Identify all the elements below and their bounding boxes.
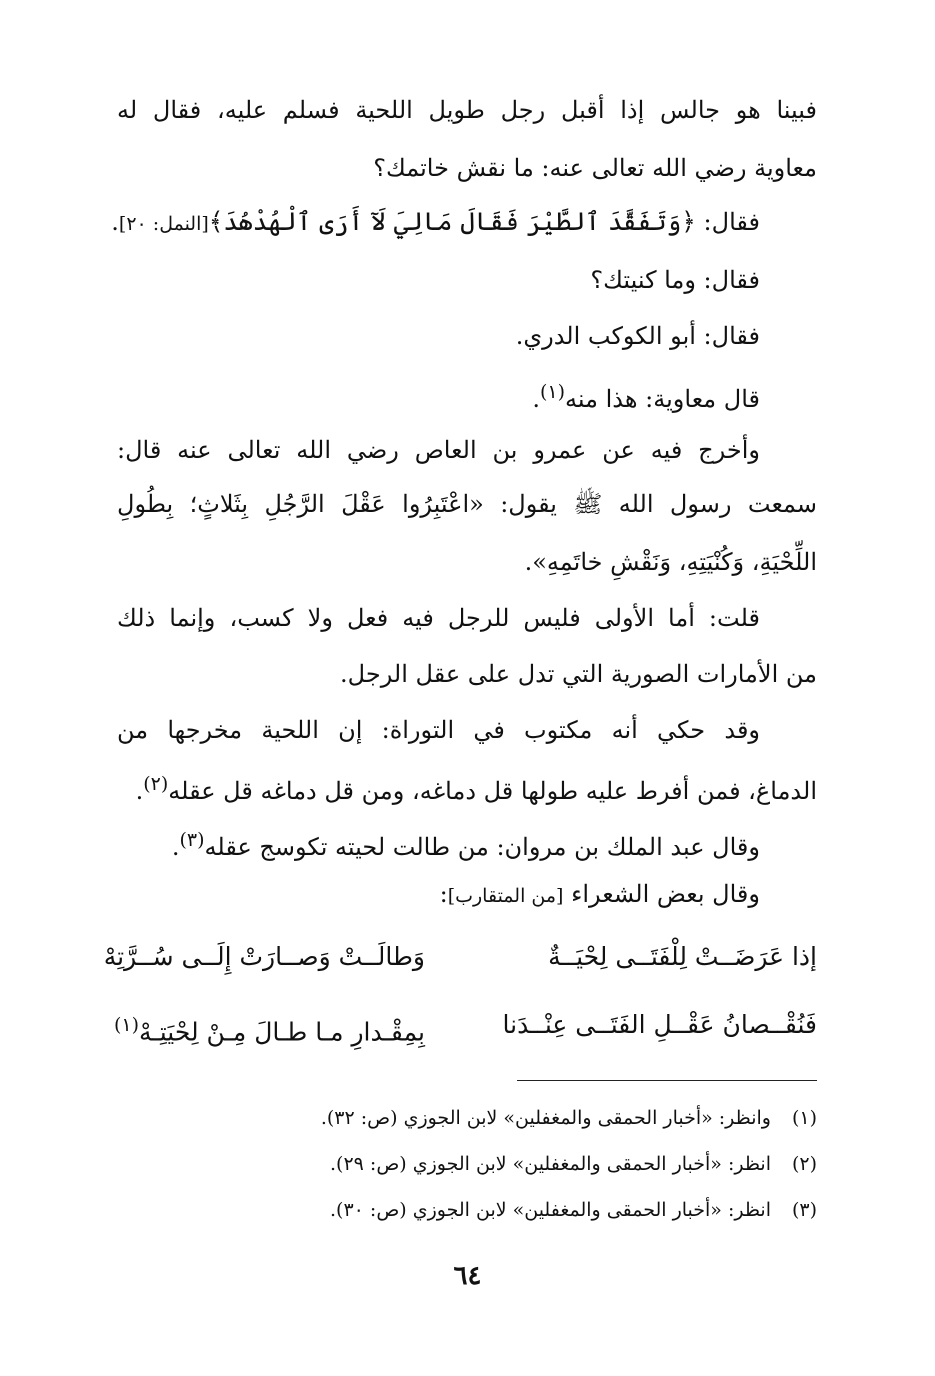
footnote-3-number: (٣)	[791, 1199, 817, 1221]
footnote-separator	[517, 1080, 817, 1081]
text-line-14-body: وقال عبد الملك بن مروان: من طالت لحيته تكوسج عقله	[204, 833, 760, 861]
speaker-label: فقال:	[695, 208, 760, 236]
text-line-13	[117, 762, 817, 813]
text-line-2: معاوية رضي الله تعالى عنه: ما نقش خاتمك؟	[373, 154, 817, 182]
end-mark: .	[135, 777, 144, 805]
footnote-1	[117, 1100, 817, 1136]
footnote-1-text: وانظر: «أخبار الحمقى والمغفلين» لابن الجوزي (ص: ٣٢).	[320, 1107, 771, 1129]
text-line-15	[117, 872, 760, 918]
footnote-1-number: (١)	[791, 1107, 817, 1129]
text-line-1: فبينا هو جالس إذا أقبل رجل طويل اللحية فسلم عليه، فقال له	[117, 96, 817, 124]
quran-verse: ﴿وَتَفَقَّدَ ٱلطَّيْرَ فَقَالَ مَالِيَ لَآ أَرَى ٱلْهُدْهُدَ﴾	[208, 207, 696, 236]
poem-verse-2-first-hemistich: فَنُقْــصانُ عَقْــلِ الفَتَــى عِنْــدَنا	[502, 1010, 817, 1039]
poem-verse-2-second-hemistich	[115, 1000, 425, 1057]
page-number: ٦٤	[453, 1261, 482, 1291]
footnote-2-text: انظر: «أخبار الحمقى والمغفلين» لابن الجوزي (ص: ٢٩).	[330, 1153, 771, 1175]
end-mark: .	[532, 385, 540, 413]
poem-verse-1-first-hemistich: إذا عَرَضَــتْ لِلْفَتَــى لِحْيَــةٌ	[548, 942, 817, 971]
text-line-9: اللِّحْيَةِ، وَكُنْيَتِهِ، وَنَقْشِ خاتَمِهِ».	[524, 548, 817, 576]
footnote-ref-2: (٢)	[143, 773, 169, 795]
poem-verse-2-second-text: بِمِقْـدارِ مـا طـالَ مِـنْ لِحْيَتِـهْ	[139, 1017, 425, 1047]
text-line-12: وقد حكي أنه مكتوب في التوراة: إن اللحية مخرجها من	[117, 716, 761, 744]
text-line-5: فقال: أبو الكوكب الدري.	[515, 322, 760, 350]
end-mark: :	[439, 880, 448, 908]
surah-reference: [النمل: ٢٠]	[118, 213, 209, 235]
meter-label: [من المتقارب]	[447, 885, 564, 907]
text-line-15-body: وقال بعض الشعراء	[563, 880, 760, 908]
text-line-13-body: الدماغ، فمن أفرط عليه طولها قل دماغه، ومن قل دماغه قل عقله	[168, 777, 817, 805]
footnote-ref-3: (٣)	[179, 829, 205, 851]
text-line-7: وأخرج فيه عن عمرو بن العاص رضي الله تعالى عنه قال:	[117, 436, 760, 464]
footnote-ref-1: (١)	[539, 381, 566, 403]
text-line-10: قلت: أما الأولى فليس للرجل فيه فعل ولا كسب، وإنما ذلك	[117, 604, 761, 632]
footnote-3-text: انظر: «أخبار الحمقى والمغفلين» لابن الجوزي (ص: ٣٠).	[330, 1199, 771, 1221]
quote-text: قال معاوية: هذا منه	[565, 385, 760, 413]
footnote-3	[117, 1192, 817, 1228]
footnote-2	[117, 1146, 817, 1182]
text-line-11: من الأمارات الصورية التي تدل على عقل الرجل.	[340, 660, 817, 688]
text-line-8: سمعت رسول الله ﷺ يقول: «اعْتَبِرُوا عَقْلَ الرَّجُلِ بِثَلاثٍ؛ بِطُولِ	[117, 490, 818, 518]
poem-verse-1-second-hemistich: وَطالَــتْ وَصــارَتْ إِلَــى سُــرَّتِهْ	[103, 942, 425, 971]
footnote-2-number: (٢)	[791, 1153, 817, 1175]
text-line-14	[117, 818, 760, 869]
text-line-4: فقال: وما كنيتك؟	[590, 266, 760, 294]
footnote-ref-poem: (١)	[113, 1014, 140, 1036]
end-mark: .	[111, 208, 119, 236]
text-line-6	[117, 370, 760, 421]
text-line-3	[111, 200, 760, 246]
end-mark: .	[171, 833, 180, 861]
